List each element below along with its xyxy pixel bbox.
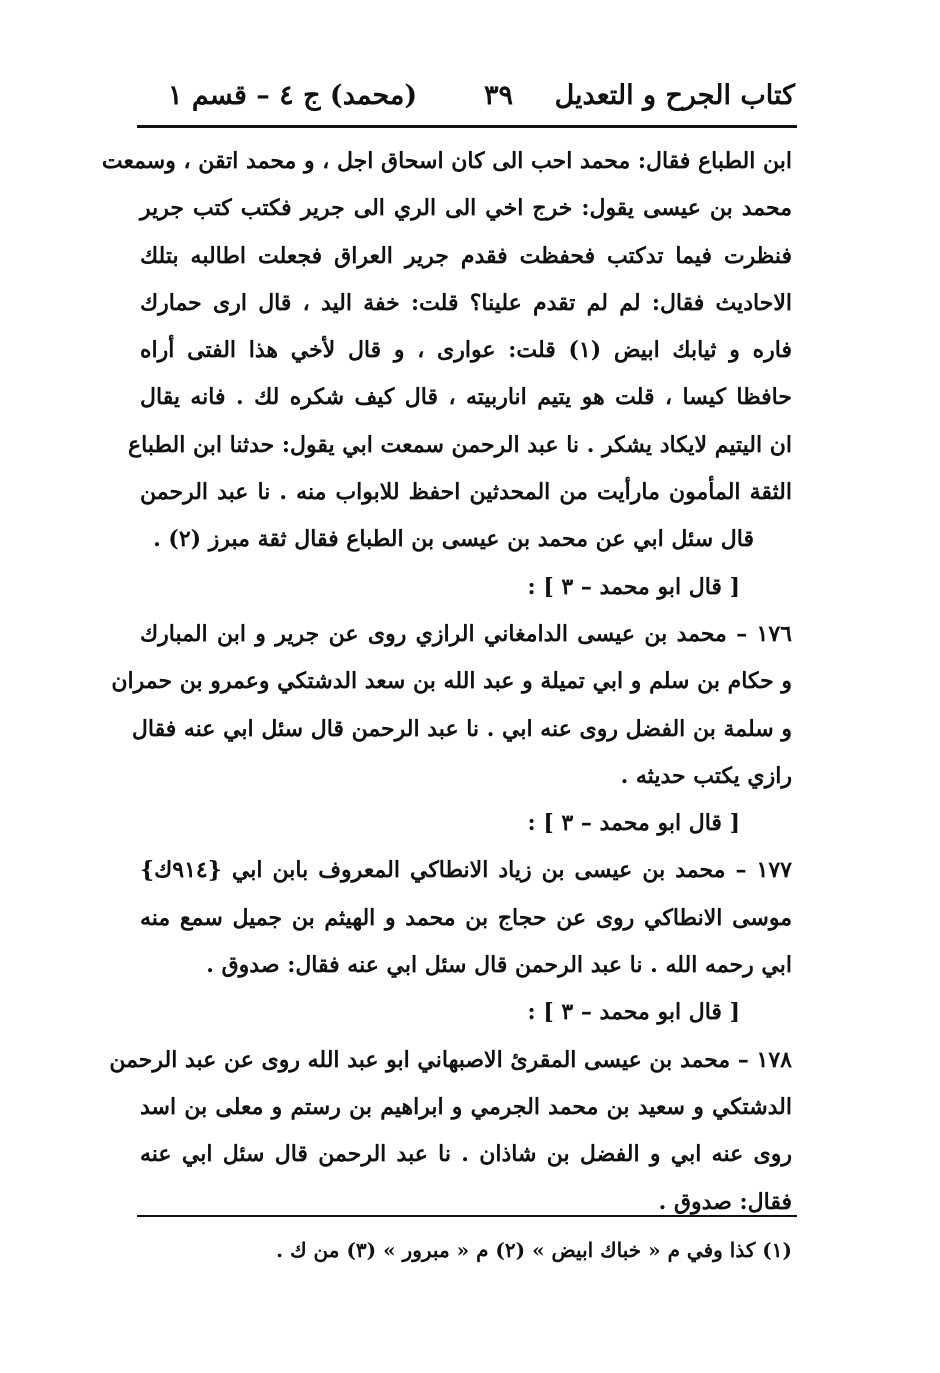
entry-178-line: ١٧٨ – محمد بن عيسى المقرئ الاصبهاني ابو عبد الله روى عن عبد الرحمن	[109, 1046, 792, 1073]
text-line: فنظرت فيما تدكتب فحفظت فقدم جرير العراق فجعلت اطالبه بتلك	[140, 242, 792, 269]
text-line: موسى الانطاكي روى عن حجاج بن محمد و الهيثم بن جميل سمع منه	[140, 904, 792, 931]
entry-177-line: ١٧٧ – محمد بن عيسى بن زياد الانطاكي المعروف بابن ابي {٩١٤ك}	[140, 857, 792, 884]
text-line: ان اليتيم لايكاد يشكر . نا عبد الرحمن سمعت ابي يقول: حدثنا ابن الطباع	[128, 431, 792, 458]
page-number: ٣٩	[483, 80, 513, 111]
text-line: فقال: صدوق .	[658, 1188, 792, 1215]
footnote-rule	[137, 1215, 797, 1217]
text-line: و حكام بن سلم و ابي تميلة و عبد الله بن سعد الدشتكي وعمرو بن حمران	[111, 668, 792, 695]
text-line: رازي يكتب حديثه .	[620, 762, 792, 789]
text-line: ابن الطباع فقال: محمد احب الى كان اسحاق اجل ، و محمد اتقن ، وسمعت	[101, 148, 792, 174]
main-text	[101, 138, 792, 1226]
qal-marker: [ قال ابو محمد – ٣ ] :	[527, 999, 740, 1026]
volume-label: (محمد) ج ٤ – قسم ١	[168, 80, 418, 111]
footnote: (١) كذا وفي م « خباك ابيض » (٢) م « مبرور » (٣) من ك .	[276, 1238, 792, 1262]
book-title: كتاب الجرح و التعديل	[554, 80, 795, 111]
header-rule	[137, 125, 797, 128]
text-line: الثقة المأمون مارأيت من المحدثين احفظ للابواب منه . نا عبد الرحمن	[140, 479, 792, 506]
text-line: روى عنه ابي و الفضل بن شاذان . نا عبد الرحمن قال سئل ابي عنه	[140, 1141, 792, 1168]
entry-176-line: ١٧٦ – محمد بن عيسى الدامغاني الرازي روى عن جرير و ابن المبارك	[140, 620, 792, 647]
text-line: محمد بن عيسى يقول: خرج اخي الى الري الى جرير فكتب كتب جرير	[140, 195, 792, 222]
text-line: الدشتكي و سعيد بن محمد الجرمي و ابراهيم بن رستم و معلى بن اسد	[140, 1093, 792, 1120]
text-line: حافظا كيسا ، قلت هو يتيم اناربيته ، قال كيف شكره لك . فانه يقال	[140, 384, 792, 411]
page-header	[140, 72, 795, 124]
text-line: فاره و ثيابك ابيض (١) قلت: عوارى ، و قال لأخي هذا الفتى أراه	[140, 337, 792, 364]
text-line: الاحاديث فقال: لم لم تقدم علينا؟ قلت: خفة اليد ، قال ارى حمارك	[140, 289, 792, 316]
qal-marker: [ قال ابو محمد – ٣ ] :	[527, 573, 740, 600]
qal-marker: [ قال ابو محمد – ٣ ] :	[527, 810, 740, 837]
text-line: قال سئل ابي عن محمد بن عيسى بن الطباع فقال ثقة مبرز (٢) .	[153, 526, 754, 553]
text-line: ابي رحمه الله . نا عبد الرحمن قال سئل ابي عنه فقال: صدوق .	[206, 952, 792, 979]
text-line: و سلمة بن الفضل روى عنه ابي . نا عبد الرحمن قال سئل ابي عنه فقال	[131, 715, 792, 742]
